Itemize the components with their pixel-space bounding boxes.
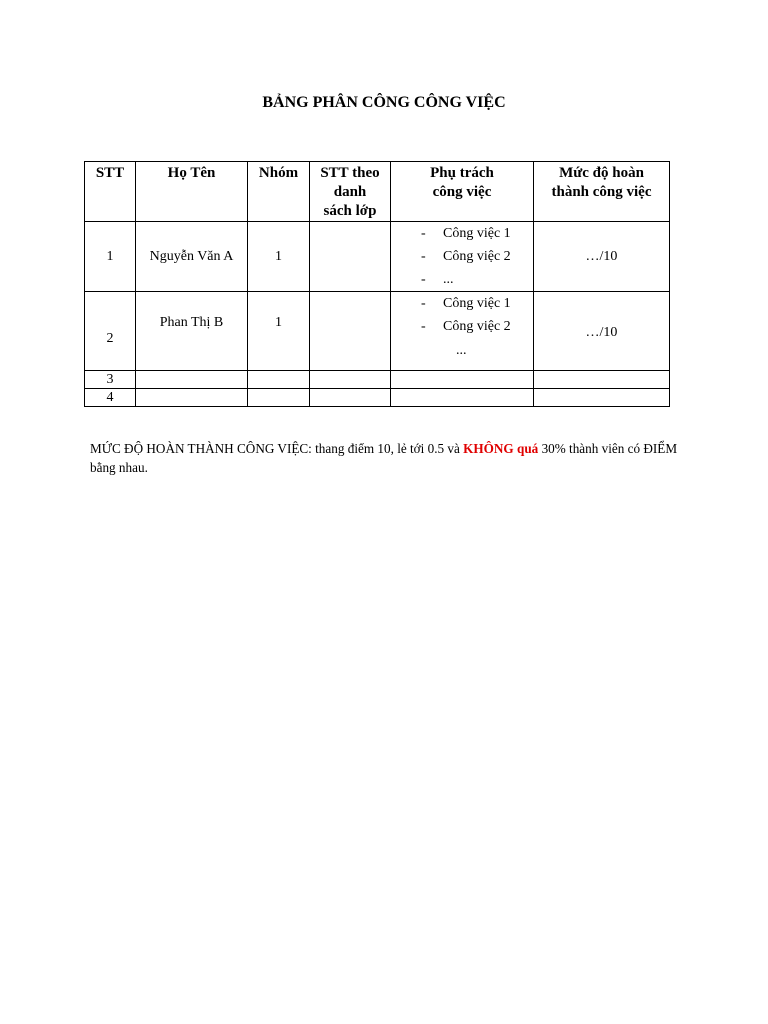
list-item: - Công việc 1 <box>421 296 511 311</box>
cell-stt: 4 <box>85 389 136 407</box>
cell-ho-ten <box>136 389 248 407</box>
task-list <box>391 292 533 364</box>
cell-score <box>534 371 670 389</box>
header-stt: STT <box>85 162 136 222</box>
note-text: 30% thành viên có ĐIỂM bằng nhau. <box>90 441 678 475</box>
list-item: - Công việc 2 <box>421 249 511 264</box>
cell-stt-danh-sach <box>310 389 391 407</box>
cell-stt-danh-sach <box>310 292 391 371</box>
cell-stt-danh-sach <box>310 371 391 389</box>
cell-stt: 1 <box>85 222 136 292</box>
header-nhom: Nhóm <box>248 162 310 222</box>
cell-phu-trach <box>391 389 534 407</box>
list-item: - Công việc 1 <box>421 226 511 241</box>
table-header-row <box>85 162 670 222</box>
header-phu-trach: Phụ trách công việc <box>391 162 534 222</box>
cell-score: …/10 <box>534 292 670 371</box>
list-item: - Công việc 2 <box>421 319 511 334</box>
header-stt-danh-sach: STT theo danh sách lớp <box>310 162 391 222</box>
cell-ho-ten: Nguyễn Văn A <box>136 222 248 292</box>
list-item: - ... <box>421 272 454 287</box>
cell-phu-trach <box>391 292 534 371</box>
cell-nhom <box>248 389 310 407</box>
cell-nhom: 1 <box>248 222 310 292</box>
header-muc-do: Mức độ hoàn thành công việc <box>534 162 670 222</box>
cell-phu-trach <box>391 222 534 292</box>
cell-stt-danh-sach <box>310 222 391 292</box>
note-emphasis: KHÔNG quá <box>463 441 539 456</box>
cell-score <box>534 389 670 407</box>
table-row <box>85 292 670 371</box>
assignment-table <box>84 161 670 407</box>
note-text: MỨC ĐỘ HOÀN THÀNH CÔNG VIỆC: thang điểm 10, lẻ tới 0.5 và <box>90 441 464 456</box>
table-row <box>85 371 670 389</box>
table-row <box>85 222 670 292</box>
cell-stt: 2 <box>85 292 136 371</box>
header-ho-ten: Họ Tên <box>136 162 248 222</box>
cell-nhom <box>248 371 310 389</box>
cell-nhom: 1 <box>248 292 310 371</box>
grading-note <box>90 439 680 477</box>
cell-score: …/10 <box>534 222 670 292</box>
document-title: BẢNG PHÂN CÔNG CÔNG VIỆC <box>262 94 506 111</box>
cell-ho-ten <box>136 371 248 389</box>
cell-phu-trach <box>391 371 534 389</box>
cell-ho-ten: Phan Thị B <box>136 292 248 371</box>
task-list <box>391 222 533 291</box>
table-row <box>85 389 670 407</box>
cell-stt: 3 <box>85 371 136 389</box>
list-item: ... <box>456 343 467 358</box>
